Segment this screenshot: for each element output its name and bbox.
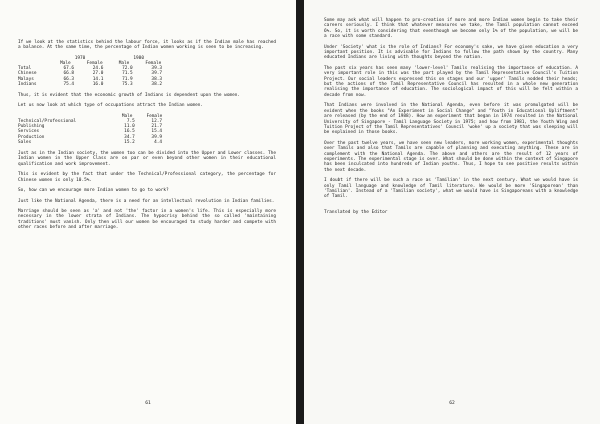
row-label: Malays: [18, 76, 34, 82]
cell: 7.5: [126, 119, 135, 125]
paragraph: Under 'Society' what is the role of Indians? For economy's sake, we have given education a very important position. It is advisable for Indians to follow the path shown by the country. Many educated Indians are living with thoughts beyond the nation.: [324, 44, 578, 61]
cell: 72.0: [122, 66, 133, 72]
cell: 27.0: [92, 71, 104, 77]
paragraph: Let us now look at which type of occupations attract the Indian women.: [18, 103, 204, 109]
page-number: 62: [449, 401, 455, 406]
paragraph: That Indians were involved in the National Agenda, even before it was promulgated will be evident when the books "An Experiment in Social Change" and "Youth in Educational Upliftment" are released (by the end of 1988). How an experiment that began in 1974 resulted in the National University of Singapore - Tamil Language Society in 1975; and how from 1981, the Youth Wing and Tuition Project of the Tamil Representatives' Council 'woke' up a society that was sleeping will be explained in those books.: [324, 103, 578, 136]
paragraph: Over the past twelve years, we have seen new leaders, more working women, experimental thoughts over Tamils and also that Tamils are capable of planning and executing anything. These are in complement with the National Agenda. The above and others are the result of 12 years of experiments. The experimental stage is over. What should be done within the context of Singapore has been inculcated into hundreds of Indian youths. Thus, I hope to see positive results within the next decade.: [324, 140, 578, 173]
table-row: [18, 140, 168, 145]
cell: 75.4: [63, 81, 75, 87]
cell: 11.0: [124, 124, 135, 130]
page-number: 61: [145, 401, 151, 406]
paragraph: Just as in the Indian society, the women too can be divided into the Upper and Lower classes. The Indian women in the Upper Class are on par or even beyond other women in their educational qualification and work improvement.: [18, 151, 276, 167]
cell: 16.0: [92, 81, 104, 87]
cell: 71.9: [122, 76, 133, 82]
subheader: Male: [60, 61, 71, 67]
cell: 39.9: [151, 134, 162, 140]
row-label: Publishing: [18, 124, 45, 130]
header-male: Male: [121, 113, 133, 119]
cell: 39.3: [151, 66, 162, 72]
paragraph: I doubt if there will be such a race as 'Tamilian' in the next century. What we would have is only Tamil language and knowledge of Tamil literature. We would be more 'Singaporean' than 'Tamilian'. Instead of a 'Tamilian society', what we would have is Singaporeans with a knowledge of Tamil.: [324, 178, 578, 200]
paragraph: Just like the National Agenda, there is a need for an intellectual revolution in Indian families.: [18, 198, 275, 204]
cell: 12.7: [151, 119, 162, 125]
row-label: Total: [18, 66, 32, 72]
table-row: [18, 82, 168, 87]
occupation-table: [18, 114, 168, 145]
paragraph: The past six years has seen many 'lower-level' Tamils realising the importance of education. A very important role in this was the part played by the Tamil Representative Council's Tuition Project. Our social leaders expressed this on stages and our 'upper' Tamils nodded their heads; but the actions of the Tamil Representative Council has resulted in a whole new generation realising the importance of education. The sociological impact of this will be felt within a decade from now.: [324, 65, 578, 98]
cell: 15.2: [124, 139, 135, 145]
cell: 4.4: [154, 139, 162, 145]
cell: 15.4: [151, 129, 162, 135]
year-header-1980: 1980: [133, 55, 144, 61]
row-label: Services: [18, 129, 40, 135]
cell: 38.2: [151, 81, 162, 87]
cell: 66.8: [63, 71, 75, 77]
cell: 21.7: [151, 124, 162, 130]
year-header-1970: 1970: [74, 55, 86, 61]
cell: 67.6: [63, 66, 75, 72]
row-label: Chinese: [18, 71, 37, 77]
paragraph: Thus, it is evident that the economic growth of Indians is dependent upon the women.: [18, 93, 241, 99]
row-label: Sales: [18, 139, 32, 145]
paragraph: Marriage should be seen as 'a' and not 'the' factor in a women's life. This is especially more necessary in the lower strata of Indians. The hypocrisy behind the so called 'maintaining traditions' must vanish. Only then will our women be encouraged to study harder and compete with other races before and after marriage.: [18, 208, 276, 231]
labour-force-table: [18, 56, 168, 87]
row-label: Indians: [18, 81, 37, 87]
left-page: [0, 0, 296, 424]
row-label: Technical/Professional: [18, 119, 77, 125]
paragraph: Some may ask what will happen to pro-creation if more and more Indian women begin to take their careers seriously. I think that whatever measures we take, the Tamil population cannot exceed 6%. So, it is worth considering that eventhough we become only 1% of the population, we will be a race with some standard.: [324, 18, 578, 40]
right-page: [304, 0, 600, 424]
paragraph: So, how can we encourage more Indian women to go to work?: [18, 188, 169, 194]
cell: 34.7: [124, 134, 135, 140]
subheader: Female: [145, 61, 162, 67]
header-female: Female: [146, 113, 163, 119]
subheader: Male: [118, 61, 130, 67]
cell: 16.5: [124, 129, 135, 135]
cell: 38.3: [151, 76, 162, 82]
cell: 66.3: [63, 76, 75, 82]
translator-credit: Translated by the Editor: [324, 209, 388, 215]
paragraph: If we look at the statistics behind the labour force, it looks as if the Indian male has reached a balance. At the same time, the percentage of Indian women working is seen to be increasing.: [18, 40, 276, 51]
cell: 71.5: [122, 71, 133, 77]
cell: 39.7: [151, 71, 162, 77]
row-label: Production: [18, 134, 45, 140]
cell: 75.3: [122, 81, 133, 87]
cell: 24.6: [92, 66, 104, 72]
book-gutter: [296, 0, 304, 424]
cell: 14.1: [92, 76, 104, 82]
paragraph: This is evident by the fact that under the Technical/Professional category, the percentage for Chinese women is only 10.5%.: [18, 172, 276, 183]
subheader: Female: [86, 61, 103, 67]
